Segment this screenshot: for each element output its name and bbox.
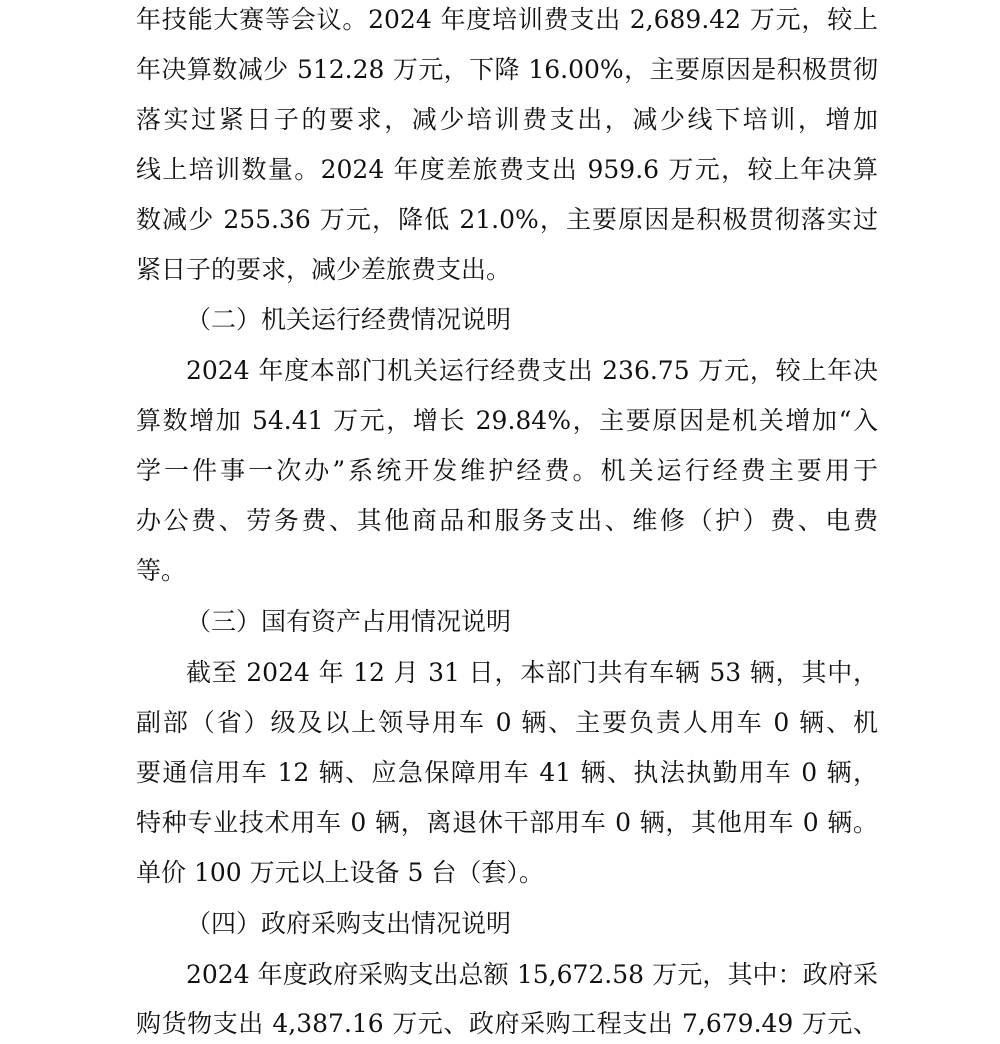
paragraph-line: 购货物支出 4,387.16 万元、政府采购工程支出 7,679.49 万元、	[136, 1009, 878, 1038]
paragraph-line: 副部（省）级及以上领导用车 0 辆、主要负责人用车 0 辆、机	[136, 708, 878, 737]
paragraph-line: 截至 2024 年 12 月 31 日，本部门共有车辆 53 辆，其中，	[186, 658, 878, 687]
paragraph-line: 等。	[136, 556, 187, 585]
paragraph-line: 算数增加 54.41 万元，增长 29.84%，主要原因是机关增加“入	[136, 406, 878, 435]
paragraph-line: 线上培训数量。2024 年度差旅费支出 959.6 万元，较上年决算	[136, 155, 878, 184]
paragraph-line: 2024 年度政府采购支出总额 15,672.58 万元，其中：政府采	[186, 960, 878, 989]
paragraph-line: 落实过紧日子的要求，减少培训费支出，减少线下培训，增加	[136, 105, 878, 134]
paragraph-line: 年决算数减少 512.28 万元，下降 16.00%，主要原因是积极贯彻	[136, 55, 878, 84]
paragraph-line: 年技能大赛等会议。2024 年度培训费支出 2,689.42 万元，较上	[136, 5, 878, 34]
section-heading: （三）国有资产占用情况说明	[186, 607, 512, 636]
paragraph-line: 2024 年度本部门机关运行经费支出 236.75 万元，较上年决	[186, 356, 878, 385]
paragraph-line: 单价 100 万元以上设备 5 台（套）。	[136, 858, 544, 887]
paragraph-line: 要通信用车 12 辆、应急保障用车 41 辆、执法执勤用车 0 辆，	[136, 758, 878, 787]
paragraph-line: 学一件事一次办”系统开发维护经费。机关运行经费主要用于	[136, 456, 878, 485]
paragraph-line: 紧日子的要求，减少差旅费支出。	[136, 255, 512, 284]
section-heading: （二）机关运行经费情况说明	[186, 305, 512, 334]
paragraph-line: 办公费、劳务费、其他商品和服务支出、维修（护）费、电费	[136, 506, 878, 535]
paragraph-line: 特种专业技术用车 0 辆，离退休干部用车 0 辆，其他用车 0 辆。	[136, 808, 878, 837]
section-heading: （四）政府采购支出情况说明	[186, 909, 512, 938]
paragraph-line: 数减少 255.36 万元，降低 21.0%，主要原因是积极贯彻落实过	[136, 205, 878, 234]
